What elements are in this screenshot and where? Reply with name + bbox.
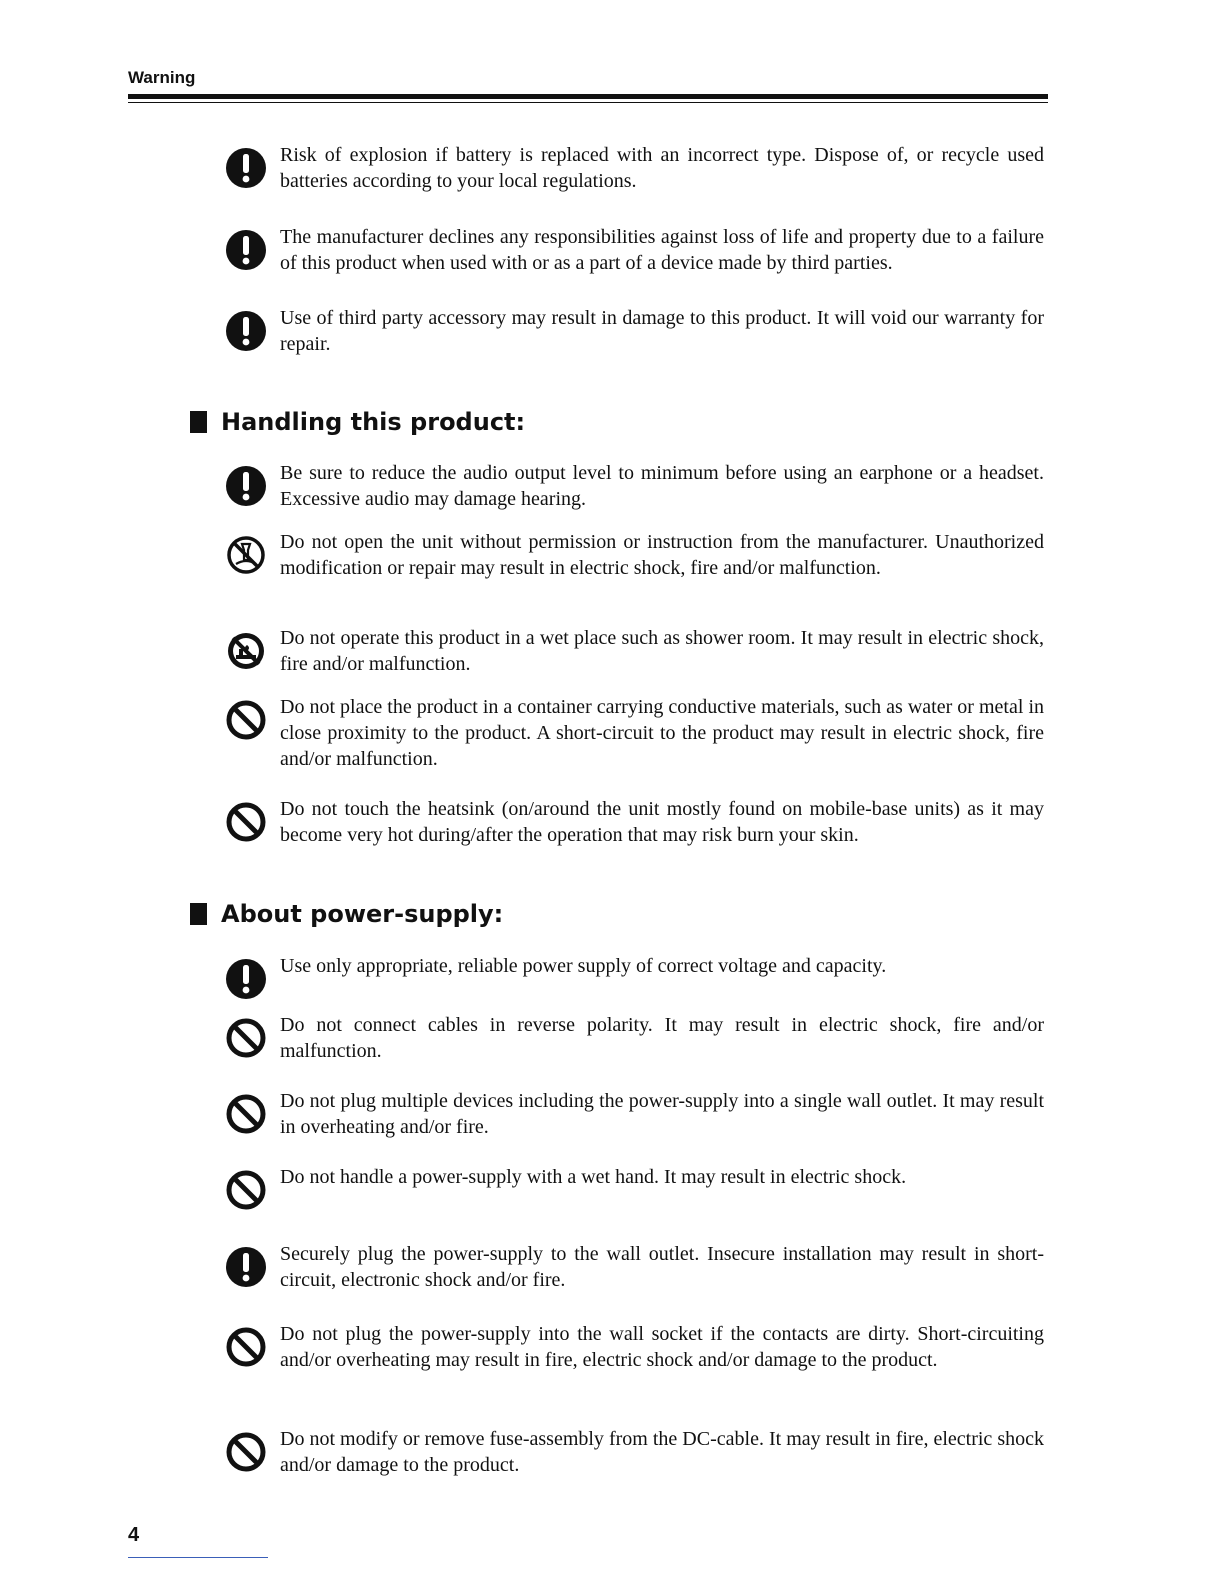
section-heading-text: Handling this product: [221, 408, 526, 436]
warning-text: Do not operate this product in a wet place such as shower room. It may result in electric shock, fire and/or malfunction. [280, 627, 1044, 675]
warning-text: Do not touch the heatsink (on/around the unit mostly found on mobile-base units) as it may become very hot during/after the operation that may risk burn your skin. [280, 798, 1044, 846]
header-rule-thick [128, 94, 1048, 99]
exclamation-icon [222, 955, 270, 1003]
prohibited-icon [222, 798, 270, 846]
warning-text: Do not handle a power-supply with a wet hand. It may result in electric shock. [280, 1166, 907, 1188]
section-heading-handling [190, 408, 525, 436]
warning-text: Do not connect cables in reverse polarity. It may result in electric shock, fire and/or malfunction. [280, 1014, 1044, 1062]
exclamation-icon [222, 144, 270, 192]
square-bullet-icon [190, 903, 207, 925]
section-heading-power [190, 900, 503, 928]
prohibited-icon [222, 1428, 270, 1476]
exclamation-icon [222, 1243, 270, 1291]
warning-text: Do not place the product in a container carrying conductive materials, such as water or metal in close proximity to the product. A short-circuit to the product may result in electric shock, fire and/or malfunction. [280, 696, 1044, 770]
section-heading-text: About power-supply: [221, 900, 504, 928]
warning-text: Do not modify or remove fuse-assembly from the DC-cable. It may result in fire, electric shock and/or damage to the product. [280, 1428, 1044, 1476]
warning-text: Securely plug the power-supply to the wall outlet. Insecure installation may result in short-circuit, electronic shock and/or fire. [280, 1243, 1044, 1291]
warning-text: Risk of explosion if battery is replaced with an incorrect type. Dispose of, or recycle used batteries according to your local regulations. [280, 144, 1044, 192]
page-number: 4 [128, 1524, 140, 1546]
warning-text: Do not open the unit without permission or instruction from the manufacturer. Unauthorized modification or repair may result in electric shock, fire and/or malfunction. [280, 531, 1044, 579]
prohibited-icon [222, 1166, 270, 1214]
exclamation-icon [222, 307, 270, 355]
warning-text: Do not plug the power-supply into the wall socket if the contacts are dirty. Short-circuiting and/or overheating may result in fire, electric shock and/or damage to the product. [280, 1323, 1044, 1371]
warning-text: The manufacturer declines any responsibilities against loss of life and property due to a failure of this product when used with or as a part of a device made by third parties. [280, 226, 1044, 274]
prohibited-icon [222, 696, 270, 744]
warning-text: Be sure to reduce the audio output level to minimum before using an earphone or a headset. Excessive audio may damage hearing. [280, 462, 1044, 510]
no-disassembly-icon [222, 531, 270, 579]
warning-text: Do not plug multiple devices including the power-supply into a single wall outlet. It may result in overheating and/or fire. [280, 1090, 1044, 1138]
exclamation-icon [222, 462, 270, 510]
prohibited-icon [222, 1090, 270, 1138]
no-wet-place-icon [222, 627, 270, 675]
exclamation-icon [222, 226, 270, 274]
square-bullet-icon [190, 411, 207, 433]
warning-text: Use only appropriate, reliable power supply of correct voltage and capacity. [280, 955, 887, 977]
header-rule-thin [128, 102, 1048, 103]
page-header-label: Warning [128, 68, 196, 87]
warning-text: Use of third party accessory may result in damage to this product. It will void our warranty for repair. [280, 307, 1044, 355]
prohibited-icon [222, 1323, 270, 1371]
prohibited-icon [222, 1014, 270, 1062]
footer-rule [128, 1557, 268, 1558]
